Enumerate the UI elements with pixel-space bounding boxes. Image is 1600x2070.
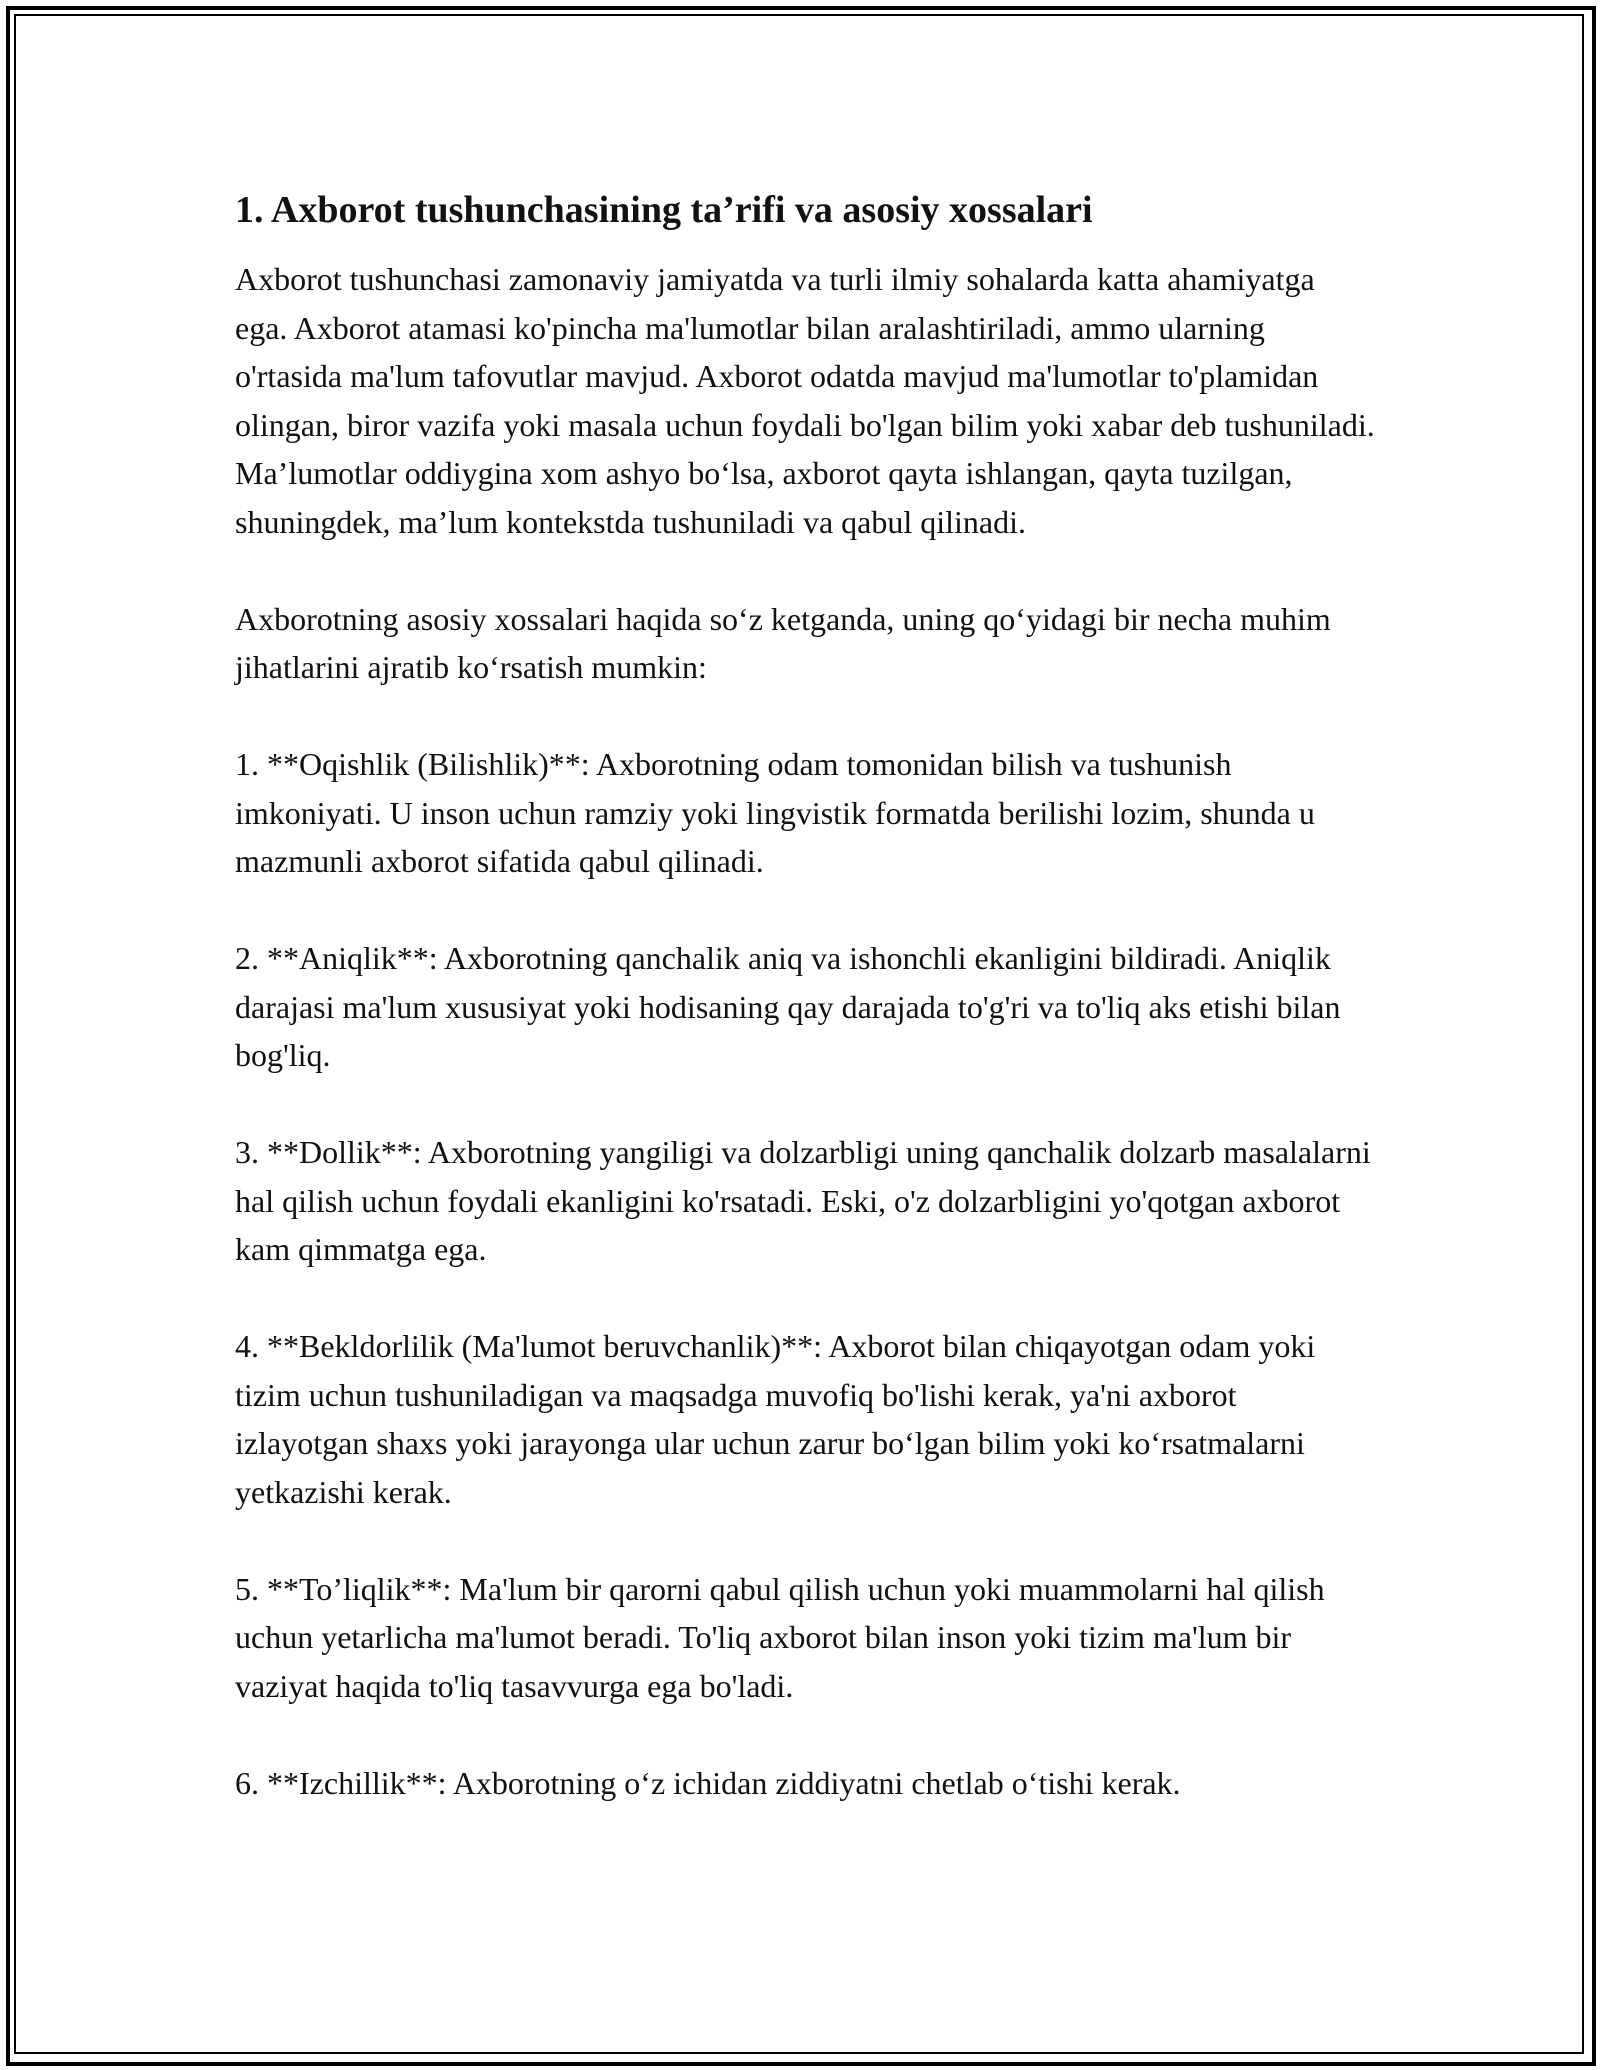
- property-item-3: 3. **Dollik**: Axborotning yangiligi va dolzarbligi uning qanchalik dolzarb masalalarni hal qilish uchun foydali ekanligini ko'rsatadi. Eski, o'z dolzarbligini yo'qotgan axborot kam qimmatga ega.: [235, 1134, 1371, 1267]
- document-body: [235, 185, 1375, 1856]
- section-heading: 1. Axborot tushunchasining ta’rifi va asosiy xossalari: [235, 189, 1093, 231]
- property-item-6: 6. **Izchillik**: Axborotning o‘z ichidan ziddiyatni chetlab o‘tishi kerak.: [235, 1764, 1181, 1801]
- property-item-1: 1. **Oqishlik (Bilishlik)**: Axborotning odam tomonidan bilish va tushunish imkoniyati. U inson uchun ramziy yoki lingvistik formatda berilishi lozim, shunda u mazmunli axborot sifatida qabul qilinadi.: [235, 746, 1315, 879]
- property-item-2: 2. **Aniqlik**: Axborotning qanchalik aniq va ishonchli ekanligini bildiradi. Aniqlik darajasi ma'lum xususiyat yoki hodisaning qay darajada to'g'ri va to'liq aks etishi bilan bog'liq.: [235, 940, 1341, 1073]
- property-item-4: 4. **Bekldorlilik (Ma'lumot beruvchanlik)**: Axborot bilan chiqayotgan odam yoki tizim uchun tushuniladigan va maqsadga muvofiq bo'lishi kerak, ya'ni axborot izlayotgan shaxs yoki jarayonga ular uchun zarur bo‘lgan bilim yoki ko‘rsatmalarni yetkazishi kerak.: [235, 1328, 1316, 1510]
- intro-paragraph: Axborot tushunchasi zamonaviy jamiyatda va turli ilmiy sohalarda katta ahamiyatga ega. Axborot atamasi ko'pincha ma'lumotlar bilan aralashtiriladi, ammo ularning o'rtasida ma'lum tafovutlar mavjud. Axborot odatda mavjud ma'lumotlar to'plamidan olingan, biror vazifa yoki masala uchun foydali bo'lgan bilim yoki xabar deb tushuniladi. Ma’lumotlar oddiygina xom ashyo bo‘lsa, axborot qayta ishlangan, qayta tuzilgan, shuningdek, ma’lum kontekstda tushuniladi va qabul qilinadi.: [235, 261, 1375, 540]
- properties-intro-paragraph: Axborotning asosiy xossalari haqida so‘z ketganda, uning qo‘yidagi bir necha muhim jihatlarini ajratib ko‘rsatish mumkin:: [235, 600, 1331, 685]
- property-item-5: 5. **To’liqlik**: Ma'lum bir qarorni qabul qilish uchun yoki muammolarni hal qilish uchun yetarlicha ma'lumot beradi. To'liq axborot bilan inson yoki tizim ma'lum bir vaziyat haqida to'liq tasavvurga ega bo'ladi.: [235, 1570, 1325, 1704]
